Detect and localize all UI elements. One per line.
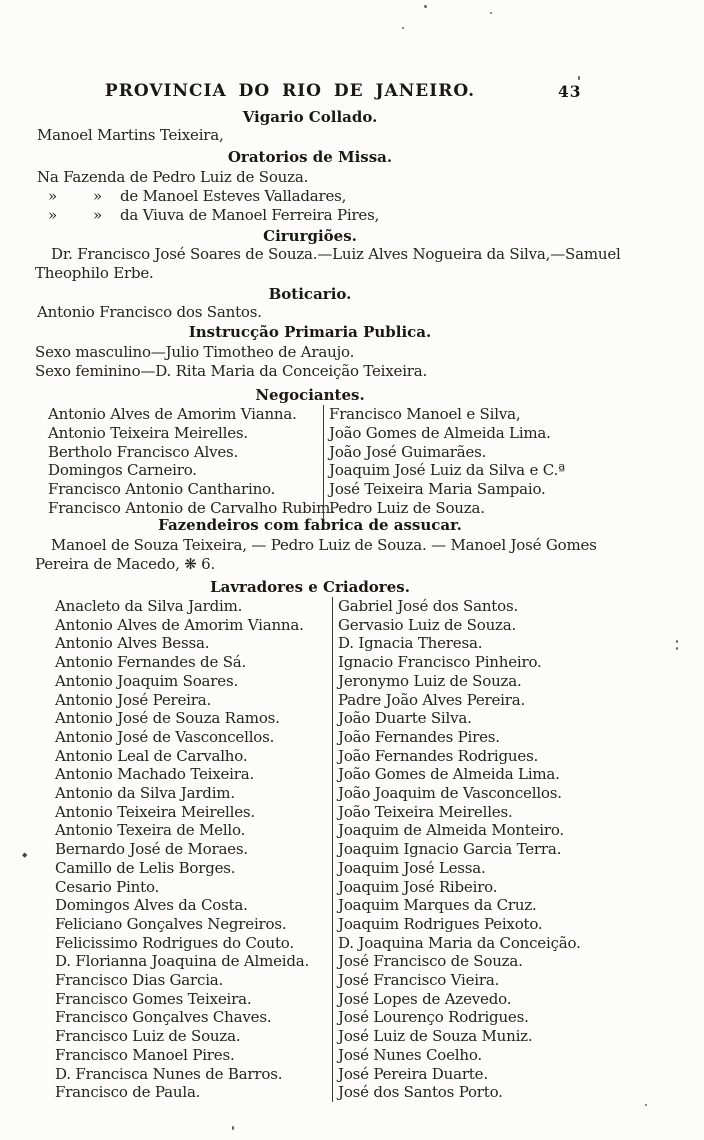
- negociante-name: Antonio Alves de Amorim Vianna.: [48, 405, 297, 423]
- fazendeiros-paragraph: [35, 536, 640, 574]
- lavrador-name: Bernardo José de Moraes.: [55, 840, 248, 859]
- lavrador-name: José Pereira Duarte.: [338, 1064, 488, 1083]
- lavrador-name: Francisco Dias Garcia.: [55, 971, 224, 990]
- lavradores-right-column: [332, 597, 581, 1102]
- negociante-name: João Gomes de Almeida Lima.: [329, 423, 551, 442]
- oratorios-ditto-rows: [35, 187, 379, 226]
- oratorios-first-line: Na Fazenda de Pedro Luiz de Souza.: [37, 168, 309, 186]
- ink-speck: [402, 27, 404, 29]
- negociante-name: Domingos Carneiro.: [48, 461, 197, 480]
- ditto-mark: »: [93, 187, 102, 205]
- lavrador-name: José Francisco Vieira.: [338, 971, 500, 990]
- negociantes-left-column: [35, 405, 335, 518]
- ink-speck: [232, 1126, 234, 1130]
- lavrador-name: Camillo de Lelis Borges.: [55, 858, 236, 877]
- lavrador-name: João Joaquim de Vasconcellos.: [338, 784, 562, 803]
- lavrador-name: José Lourenço Rodrigues.: [338, 1008, 529, 1027]
- lavrador-name: Antonio José de Vasconcellos.: [55, 727, 275, 746]
- oratorios-ditto-row: [35, 206, 379, 225]
- lavrador-name: Antonio Texeira de Mello.: [55, 821, 246, 840]
- section-heading-instruccao: Instrucção Primaria Publica.: [188, 323, 432, 341]
- lavrador-name: Joaquim José Ribeiro.: [338, 877, 498, 896]
- lavrador-name: Antonio Alves de Amorim Vianna.: [55, 615, 304, 634]
- section-heading-fazendeiros: Fazendeiros com fabrica de assucar.: [158, 516, 462, 534]
- lavrador-name: Antonio Joaquim Soares.: [55, 671, 239, 690]
- lavradores-left-column: [35, 597, 332, 1102]
- negociante-name: Francisco Manoel e Silva,: [329, 405, 521, 423]
- lavrador-name: Joaquim de Almeida Monteiro.: [338, 821, 564, 840]
- lavrador-name: Joaquim Ignacio Garcia Terra.: [338, 840, 562, 859]
- section-heading-cirurgioes: Cirurgiões.: [263, 227, 357, 245]
- ink-speck: [578, 76, 580, 80]
- lavrador-name: Antonio Alves Bessa.: [55, 634, 210, 653]
- lavrador-name: Antonio da Silva Jardim.: [55, 784, 235, 803]
- lavrador-name: Gervasio Luiz de Souza.: [338, 615, 517, 634]
- fazendeiros-line: Manoel de Souza Teixeira, — Pedro Luiz de Souza. — Manoel José Gomes: [51, 536, 597, 554]
- lavrador-name: João Fernandes Rodrigues.: [338, 746, 539, 765]
- lavrador-name: José Francisco de Souza.: [338, 952, 523, 971]
- lavrador-name: Francisco Gonçalves Chaves.: [55, 1008, 272, 1027]
- vigario-name: Manoel Martins Teixeira,: [37, 126, 224, 144]
- lavrador-name: José Lopes de Azevedo.: [338, 989, 512, 1008]
- lavrador-name: Cesario Pinto.: [55, 877, 160, 896]
- lavrador-name: Antonio José Pereira.: [55, 690, 212, 709]
- margin-mark: ◆: [22, 851, 28, 859]
- section-heading-boticario: Boticario.: [268, 285, 352, 303]
- lavrador-name: D. Ignacia Theresa.: [338, 634, 483, 653]
- oratorio-owner: da Viuva de Manoel Ferreira Pires,: [120, 206, 380, 225]
- ditto-mark: »: [48, 187, 57, 205]
- lavrador-name: Antonio Machado Teixeira.: [55, 765, 255, 784]
- section-heading-vigario-collado: Vigario Collado.: [242, 108, 378, 126]
- lavrador-name: Antonio Leal de Carvalho.: [55, 746, 248, 765]
- oratorio-owner: de Manoel Esteves Valladares,: [120, 187, 347, 205]
- lavrador-name: Gabriel José dos Santos.: [338, 597, 519, 615]
- negociante-name: José Teixeira Maria Sampaio.: [329, 480, 546, 499]
- fazendeiros-line: Pereira de Macedo, ❋ 6.: [35, 555, 216, 574]
- boticario-name: Antonio Francisco dos Santos.: [37, 303, 262, 321]
- instruccao-lines: [35, 343, 427, 381]
- section-heading-negociantes: Negociantes.: [255, 386, 365, 404]
- cirurgioes-line: Theophilo Erbe.: [35, 264, 154, 283]
- ditto-mark: »: [93, 206, 102, 225]
- section-heading-lavradores: Lavradores e Criadores.: [210, 578, 410, 596]
- negociantes-list: [35, 405, 565, 518]
- ditto-mark: »: [48, 206, 57, 225]
- negociante-name: João José Guimarães.: [329, 442, 487, 461]
- lavrador-name: Jeronymo Luiz de Souza.: [338, 671, 522, 690]
- lavrador-name: José dos Santos Porto.: [338, 1083, 503, 1102]
- page-number: 43: [558, 82, 582, 101]
- lavrador-name: Ignacio Francisco Pinheiro.: [338, 653, 542, 672]
- instruccao-line: Sexo feminino—D. Rita Maria da Conceição Teixeira.: [35, 362, 428, 381]
- oratorios-ditto-row: [35, 187, 379, 206]
- lavrador-name: Antonio José de Souza Ramos.: [55, 709, 280, 728]
- cirurgioes-paragraph: [35, 245, 640, 283]
- lavrador-name: João Duarte Silva.: [338, 709, 472, 728]
- lavrador-name: D. Joaquina Maria da Conceição.: [338, 933, 581, 952]
- ink-speck: [676, 640, 678, 643]
- ink-speck: [676, 647, 678, 650]
- negociante-name: Antonio Teixeira Meirelles.: [48, 423, 248, 442]
- lavrador-name: José Nunes Coelho.: [338, 1045, 482, 1064]
- lavrador-name: Francisco de Paula.: [55, 1083, 201, 1102]
- lavrador-name: Padre João Alves Pereira.: [338, 690, 526, 709]
- page-header-title: PROVINCIA DO RIO DE JANEIRO.: [104, 81, 476, 101]
- instruccao-line: Sexo masculino—Julio Timotheo de Araujo.: [35, 343, 355, 361]
- lavrador-name: D. Florianna Joaquina de Almeida.: [55, 952, 310, 971]
- lavrador-name: Joaquim José Lessa.: [338, 858, 486, 877]
- lavrador-name: Feliciano Gonçalves Negreiros.: [55, 914, 287, 933]
- ink-speck: [645, 1104, 647, 1106]
- lavrador-name: Francisco Manoel Pires.: [55, 1045, 235, 1064]
- lavrador-name: Domingos Alves da Costa.: [55, 896, 248, 915]
- lavrador-name: Felicissimo Rodrigues do Couto.: [55, 933, 294, 952]
- negociante-name: Francisco Antonio Cantharino.: [48, 480, 276, 499]
- lavrador-name: Joaquim Rodrigues Peixoto.: [338, 914, 543, 933]
- section-heading-oratorios: Oratorios de Missa.: [227, 148, 393, 166]
- lavrador-name: João Gomes de Almeida Lima.: [338, 765, 560, 784]
- lavrador-name: Francisco Gomes Teixeira.: [55, 989, 252, 1008]
- lavrador-name: João Fernandes Pires.: [338, 727, 500, 746]
- lavrador-name: Antonio Fernandes de Sá.: [55, 653, 247, 672]
- negociante-name: Francisco Antonio de Carvalho Rubim.: [48, 498, 335, 517]
- lavradores-list: [35, 597, 581, 1102]
- negociante-name: Bertholo Francisco Alves.: [48, 442, 239, 461]
- negociantes-right-column: [323, 405, 565, 518]
- lavrador-name: João Teixeira Meirelles.: [338, 802, 513, 821]
- lavrador-name: Joaquim Marques da Cruz.: [338, 896, 537, 915]
- lavrador-name: Francisco Luiz de Souza.: [55, 1027, 241, 1046]
- negociante-name: Joaquim José Luiz da Silva e C.ª: [329, 461, 565, 480]
- lavrador-name: Antonio Teixeira Meirelles.: [55, 802, 255, 821]
- lavrador-name: D. Francisca Nunes de Barros.: [55, 1064, 283, 1083]
- lavrador-name: Anacleto da Silva Jardim.: [55, 597, 243, 615]
- cirurgioes-line: Dr. Francisco José Soares de Souza.—Luiz Alves Nogueira da Silva,—Samuel: [51, 245, 621, 263]
- ink-speck: [490, 12, 492, 14]
- lavrador-name: José Luiz de Souza Muniz.: [338, 1027, 533, 1046]
- negociante-name: Pedro Luiz de Souza.: [329, 498, 485, 517]
- ink-speck: [424, 5, 427, 8]
